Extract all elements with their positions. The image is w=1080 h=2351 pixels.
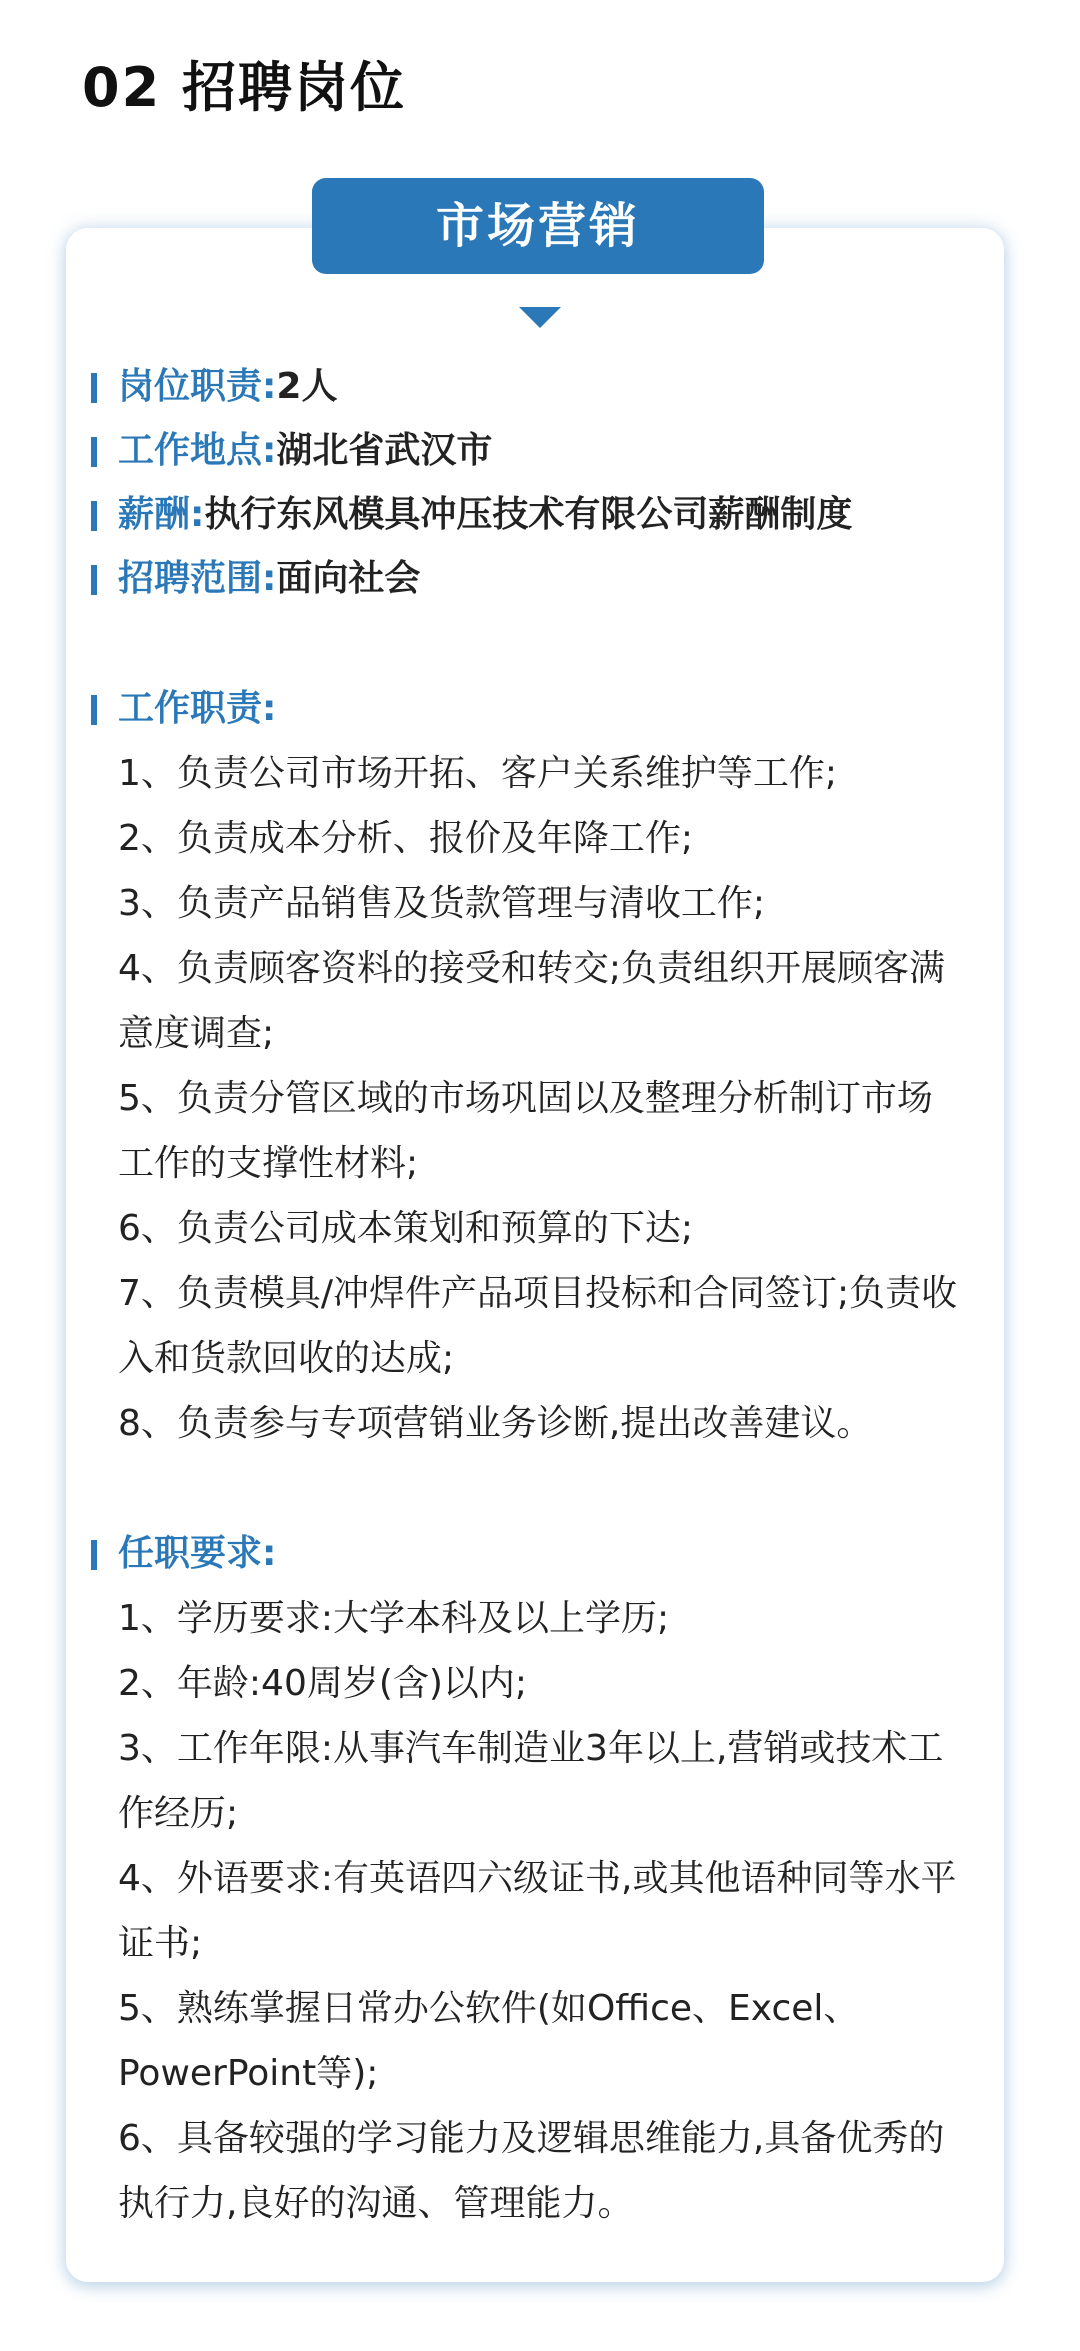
- info-label: 薪酬:: [118, 494, 205, 535]
- accent-bar: [91, 1540, 97, 1570]
- info-label: 招聘范围:: [118, 558, 277, 599]
- banner-pointer-icon: [519, 307, 561, 328]
- requirement-item: 3、工作年限:从事汽车制造业3年以上,营销或技术工作经历;: [118, 1728, 944, 1834]
- info-row-location: [88, 419, 968, 483]
- requirement-item: 5、熟练掌握日常办公软件(如Office、Excel、PowerPoint等);: [118, 1988, 860, 2094]
- accent-bar: [91, 373, 97, 403]
- duty-item: 4、负责顾客资料的接受和转交;负责组织开展顾客满意度调查;: [118, 948, 946, 1054]
- info-value: 面向社会: [276, 558, 421, 599]
- duty-item: 5、负责分管区域的市场巩固以及整理分析制订市场工作的支撑性材料;: [118, 1078, 933, 1184]
- requirement-item: 4、外语要求:有英语四六级证书,或其他语种同等水平证书;: [118, 1858, 957, 1964]
- duties-heading-label: 工作职责:: [118, 688, 277, 729]
- duty-item: 7、负责模具/冲焊件产品项目投标和合同签订;负责收入和货款回收的达成;: [118, 1273, 958, 1379]
- requirement-item: 6、具备较强的学习能力及逻辑思维能力,具备优秀的执行力,良好的沟通、管理能力。: [118, 2118, 945, 2224]
- info-row-headcount: [88, 355, 968, 419]
- duty-item: 2、负责成本分析、报价及年降工作;: [118, 818, 694, 859]
- duty-item: 8、负责参与专项营销业务诊断,提出改善建议。: [118, 1403, 873, 1444]
- info-value: 湖北省武汉市: [276, 430, 493, 471]
- info-label: 岗位职责:: [118, 366, 277, 407]
- duty-item: 6、负责公司成本策划和预算的下达;: [118, 1208, 694, 1249]
- info-value: 执行东风模具冲压技术有限公司薪酬制度: [204, 494, 853, 535]
- page-title: 02 招聘岗位: [82, 56, 406, 119]
- accent-bar: [91, 501, 97, 531]
- accent-bar: [91, 437, 97, 467]
- requirements-heading-label: 任职要求:: [118, 1533, 277, 1574]
- job-details: [88, 355, 968, 2236]
- accent-bar: [91, 695, 97, 725]
- duty-item: 3、负责产品销售及货款管理与清收工作;: [118, 883, 766, 924]
- accent-bar: [91, 565, 97, 595]
- duty-item: 1、负责公司市场开拓、客户关系维护等工作;: [118, 753, 838, 794]
- requirement-item: 2、年龄:40周岁(含)以内;: [118, 1663, 528, 1704]
- info-row-scope: [88, 547, 968, 611]
- requirement-item: 1、学历要求:大学本科及以上学历;: [118, 1598, 670, 1639]
- info-value: 2人: [276, 366, 338, 407]
- info-label: 工作地点:: [118, 430, 277, 471]
- duties-heading: [88, 677, 968, 741]
- job-title-banner: 市场营销: [312, 178, 764, 274]
- info-row-salary: [88, 483, 968, 547]
- requirements-heading: [88, 1522, 968, 1586]
